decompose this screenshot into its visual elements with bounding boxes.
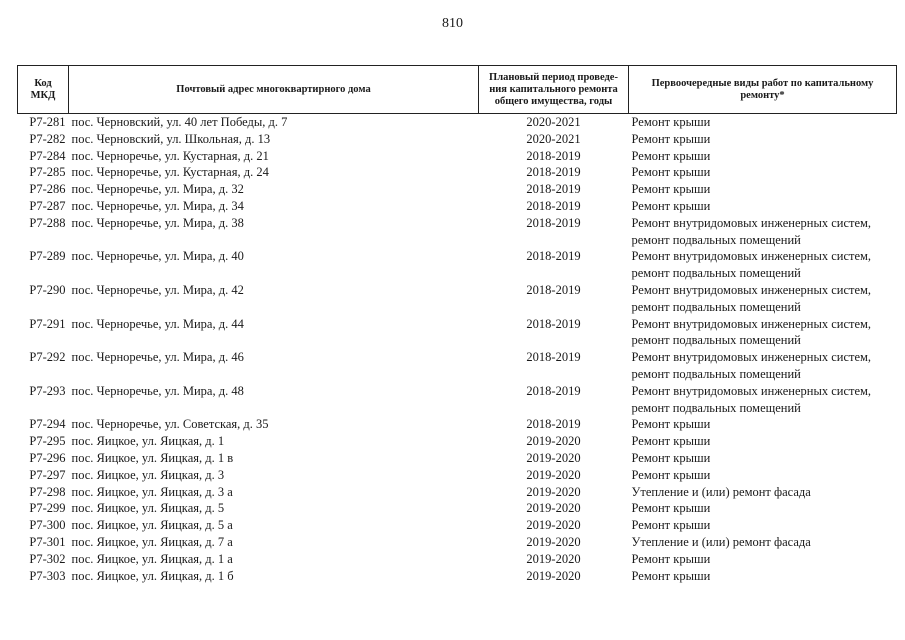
cell-period: 2018-2019 — [526, 165, 581, 180]
cell-address: пос. Яицкое, ул. Яицкая, д. 1 б — [71, 568, 234, 583]
cell-code: Р7-284 — [29, 148, 66, 163]
work-item: Ремонт крыши — [631, 568, 711, 583]
work-item: Ремонт крыши — [631, 165, 711, 180]
cell-period: 2019-2020 — [526, 551, 581, 566]
cell-address: пос. Яицкое, ул. Яицкая, д. 1 в — [71, 450, 234, 465]
table-row — [18, 316, 897, 350]
cell-period: 2019-2020 — [526, 467, 581, 482]
work-item: ремонт подвальных помещений — [631, 400, 801, 415]
cell-works — [629, 114, 897, 131]
cell-works — [629, 568, 897, 585]
cell-code: Р7-303 — [29, 568, 66, 583]
work-item: ремонт подвальных помещений — [631, 366, 801, 381]
work-item: Ремонт внутридомовых инженерных систем, — [631, 282, 872, 297]
cell-address: пос. Черновский, ул. Школьная, д. 13 — [71, 131, 271, 146]
header-code: Код МКД — [18, 66, 69, 114]
work-item: Ремонт внутридомовых инженерных систем, — [631, 249, 872, 264]
work-item: Ремонт крыши — [631, 115, 711, 129]
cell-address: пос. Яицкое, ул. Яицкая, д. 3 а — [71, 484, 233, 499]
table-row — [18, 131, 897, 148]
cell-address: пос. Черноречье, ул. Мира, д. 42 — [71, 282, 244, 297]
cell-works — [629, 416, 897, 433]
cell-works — [629, 551, 897, 568]
cell-address: пос. Яицкое, ул. Яицкая, д. 5 — [71, 501, 225, 516]
work-item: Ремонт внутридомовых инженерных систем, — [631, 316, 872, 331]
table-row — [18, 248, 897, 282]
cell-address: пос. Черноречье, ул. Советская, д. 35 — [71, 417, 269, 432]
cell-works — [629, 383, 897, 417]
work-item: Ремонт крыши — [631, 417, 711, 432]
table-row — [18, 198, 897, 215]
cell-code: Р7-300 — [29, 518, 66, 533]
cell-works — [629, 316, 897, 350]
cell-period: 2018-2019 — [526, 383, 581, 398]
cell-works — [629, 181, 897, 198]
cell-works — [629, 131, 897, 148]
cell-works — [629, 500, 897, 517]
work-item: ремонт подвальных помещений — [631, 232, 801, 247]
work-item: ремонт подвальных помещений — [631, 333, 801, 348]
work-item: Ремонт крыши — [631, 182, 711, 197]
table-row — [18, 215, 897, 249]
cell-code: Р7-288 — [29, 215, 66, 230]
table-row — [18, 568, 897, 585]
work-item: Ремонт крыши — [631, 434, 711, 449]
cell-address: пос. Черноречье, ул. Мира, д. 46 — [71, 350, 244, 365]
cell-works — [629, 484, 897, 501]
cell-code: Р7-301 — [29, 534, 66, 549]
cell-period: 2018-2019 — [526, 417, 581, 432]
cell-works — [629, 215, 897, 249]
cell-period: 2019-2020 — [526, 484, 581, 499]
table-row — [18, 534, 897, 551]
cell-code: Р7-287 — [29, 198, 66, 213]
work-item: Ремонт крыши — [631, 518, 711, 533]
cell-code: Р7-296 — [29, 450, 66, 465]
cell-code: Р7-282 — [29, 131, 66, 146]
work-item: Ремонт внутридомовых инженерных систем, — [631, 383, 872, 398]
table-row — [18, 500, 897, 517]
cell-period: 2018-2019 — [526, 316, 581, 331]
cell-code: Р7-292 — [29, 350, 66, 365]
work-item: Ремонт крыши — [631, 450, 711, 465]
cell-address: пос. Черноречье, ул. Мира, д. 48 — [71, 383, 244, 398]
header-address: Почтовый адрес многоквартирного дома — [69, 66, 479, 114]
cell-period: 2018-2019 — [526, 148, 581, 163]
header-row — [18, 66, 897, 114]
cell-period: 2019-2020 — [526, 534, 581, 549]
cell-code: Р7-286 — [29, 182, 66, 197]
table-row — [18, 164, 897, 181]
cell-works — [629, 148, 897, 165]
cell-code: Р7-281 — [29, 115, 66, 129]
cell-period: 2019-2020 — [526, 501, 581, 516]
cell-period: 2020-2021 — [526, 115, 581, 129]
work-item: Ремонт внутридомовых инженерных систем, — [631, 350, 872, 365]
work-item: ремонт подвальных помещений — [631, 299, 801, 314]
cell-period: 2019-2020 — [526, 568, 581, 583]
table-header — [18, 66, 897, 114]
cell-address: пос. Яицкое, ул. Яицкая, д. 5 а — [71, 518, 233, 533]
table-row — [18, 148, 897, 165]
cell-works — [629, 164, 897, 181]
cell-works — [629, 517, 897, 534]
cell-code: Р7-285 — [29, 165, 66, 180]
page-number: 810 — [442, 16, 463, 31]
cell-address: пос. Яицкое, ул. Яицкая, д. 7 а — [71, 534, 233, 549]
header-period: Плановый период проведе-ния капитального ремонта общего имущества, годы — [479, 66, 629, 114]
work-item: Утепление и (или) ремонт фасада — [631, 534, 811, 549]
table-row — [18, 450, 897, 467]
work-item: Ремонт крыши — [631, 198, 711, 213]
table-body — [18, 114, 897, 585]
work-item: Ремонт внутридомовых инженерных систем, — [631, 215, 872, 230]
work-item: Ремонт крыши — [631, 131, 711, 146]
cell-address: пос. Черноречье, ул. Мира, д. 34 — [71, 198, 244, 213]
table-row — [18, 114, 897, 131]
table-row — [18, 416, 897, 433]
cell-address: пос. Черноречье, ул. Кустарная, д. 21 — [71, 148, 269, 163]
table-row — [18, 181, 897, 198]
header-works: Первоочередные виды работ по капитальному ремонту* — [629, 66, 897, 114]
cell-address: пос. Черноречье, ул. Мира, д. 44 — [71, 316, 244, 331]
work-item: ремонт подвальных помещений — [631, 266, 801, 281]
work-item: Ремонт крыши — [631, 551, 711, 566]
cell-works — [629, 349, 897, 383]
table-row — [18, 383, 897, 417]
cell-code: Р7-290 — [29, 282, 66, 297]
cell-code: Р7-302 — [29, 551, 66, 566]
cell-address: пос. Черноречье, ул. Мира, д. 32 — [71, 182, 244, 197]
cell-period: 2020-2021 — [526, 131, 581, 146]
table-row — [18, 467, 897, 484]
cell-address: пос. Черновский, ул. 40 лет Победы, д. 7 — [71, 115, 288, 129]
cell-period: 2019-2020 — [526, 434, 581, 449]
cell-period: 2018-2019 — [526, 198, 581, 213]
cell-works — [629, 198, 897, 215]
cell-code: Р7-291 — [29, 316, 66, 331]
cell-period: 2018-2019 — [526, 249, 581, 264]
cell-code: Р7-298 — [29, 484, 66, 499]
capital-repair-table — [17, 65, 897, 584]
table-row — [18, 484, 897, 501]
cell-code: Р7-299 — [29, 501, 66, 516]
table-row — [18, 551, 897, 568]
cell-code: Р7-293 — [29, 383, 66, 398]
cell-address: пос. Яицкое, ул. Яицкая, д. 1 а — [71, 551, 233, 566]
work-item: Утепление и (или) ремонт фасада — [631, 484, 811, 499]
cell-code: Р7-297 — [29, 467, 66, 482]
cell-code: Р7-294 — [29, 417, 66, 432]
cell-works — [629, 450, 897, 467]
table-row — [18, 282, 897, 316]
work-item: Ремонт крыши — [631, 148, 711, 163]
cell-works — [629, 248, 897, 282]
cell-works — [629, 534, 897, 551]
cell-works — [629, 467, 897, 484]
cell-period: 2019-2020 — [526, 518, 581, 533]
cell-address: пос. Яицкое, ул. Яицкая, д. 1 — [71, 434, 225, 449]
cell-address: пос. Черноречье, ул. Мира, д. 38 — [71, 215, 244, 230]
table-row — [18, 433, 897, 450]
work-item: Ремонт крыши — [631, 501, 711, 516]
cell-address: пос. Черноречье, ул. Кустарная, д. 24 — [71, 165, 269, 180]
table-row — [18, 349, 897, 383]
work-item: Ремонт крыши — [631, 467, 711, 482]
cell-works — [629, 433, 897, 450]
cell-period: 2019-2020 — [526, 450, 581, 465]
table-row — [18, 517, 897, 534]
cell-period: 2018-2019 — [526, 182, 581, 197]
cell-period: 2018-2019 — [526, 215, 581, 230]
cell-code: Р7-289 — [29, 249, 66, 264]
cell-works — [629, 282, 897, 316]
cell-address: пос. Черноречье, ул. Мира, д. 40 — [71, 249, 244, 264]
cell-period: 2018-2019 — [526, 282, 581, 297]
cell-address: пос. Яицкое, ул. Яицкая, д. 3 — [71, 467, 225, 482]
cell-period: 2018-2019 — [526, 350, 581, 365]
cell-code: Р7-295 — [29, 434, 66, 449]
